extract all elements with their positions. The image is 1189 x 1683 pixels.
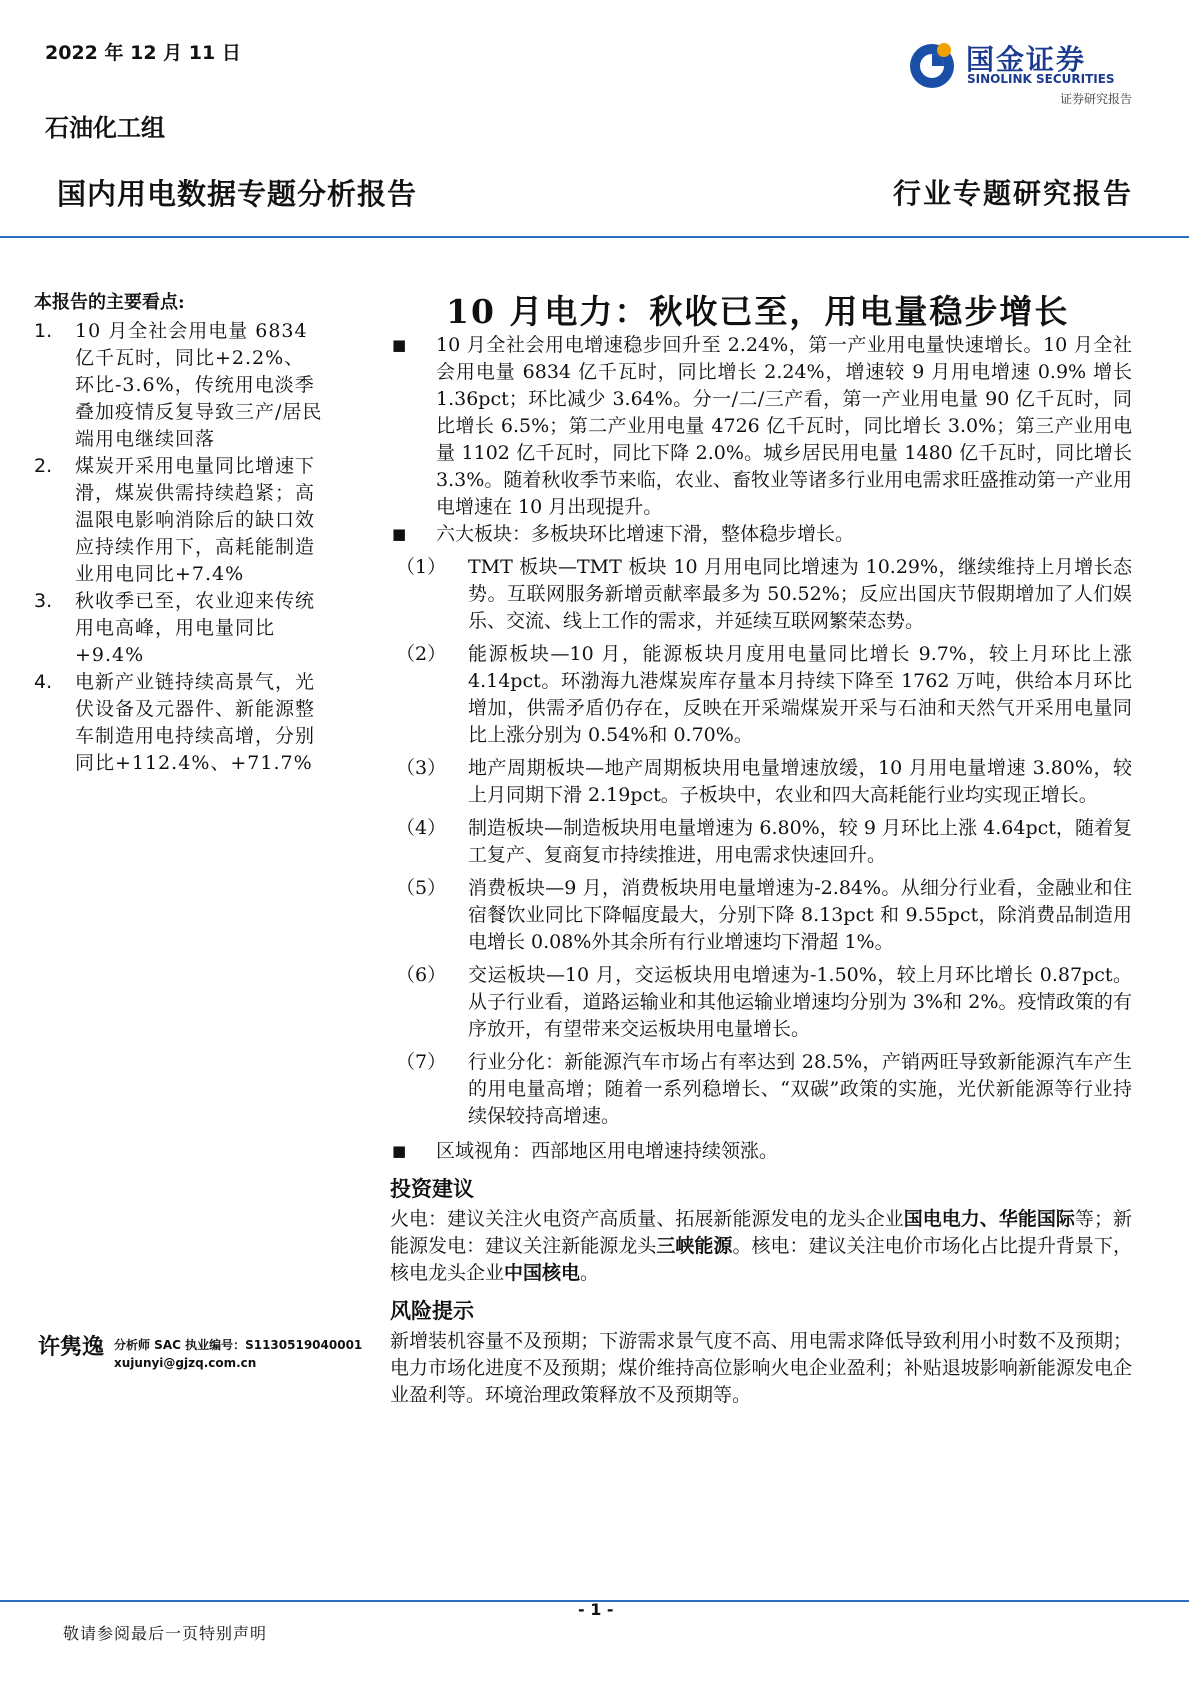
sector-number: （2） [396,643,447,665]
bullet-square-icon: ■ [392,1142,407,1160]
key-point-item [34,588,324,669]
author-name: 许隽逸 [38,1334,105,1360]
stock-name: 国电电力、华能国际 [903,1208,1075,1230]
stock-name: 中国核电 [504,1262,581,1284]
sector-text: 消费板块—9 月，消费板块用电量增速为-2.84%。从细分行业看，金融业和住宿餐饮业同比下降幅度最大，分别下降 8.13pct 和 9.55pct，除消费品制造用电增长 0.08%外其余所有行业增速均下滑超 1%。 [468,877,1132,953]
key-points-panel [34,288,324,777]
invest-text: 。 [580,1262,600,1284]
invest-text: 等；新能源发电：建议关注新能源龙头 [390,1208,1132,1257]
sector-item [390,962,1132,1043]
bullet-square-icon: ■ [392,336,407,354]
sector-number: （6） [396,964,447,986]
disclaimer-note: 敬请参阅最后一页特别声明 [63,1624,268,1643]
header-divider [0,236,1189,238]
sector-number: （5） [396,877,447,899]
sector-number: （1） [396,556,447,578]
bullet-text: 10 月全社会用电增速稳步回升至 2.24%，第一产业用电量快速增长。10 月全社会用电量 6834 亿千瓦时，同比增长 2.24%，增速较 9 月用电增速 0.9% 增长 1.36pct；环比减少 3.64%。分一/二/三产看，第一产业用电量 90 亿千瓦时，同比增长 6.5%；第二产业用电量 4726 亿千瓦时，同比增长 3.0%；第三产业用电量 1102 亿千瓦时，同比下降 2.0%。城乡居民用电量 1480 亿千瓦时，同比增长 3.3%。随着秋收季节来临，农业、畜牧业等诸多行业用电需求旺盛推动第一产业用电增速在 10 月出现提升。 [436,334,1132,518]
key-point-item [34,669,324,777]
report-topic: 国内用电数据专题分析报告 [57,177,418,211]
key-points-heading: 本报告的主要看点: [34,292,185,313]
key-point-number: 1. [34,320,53,342]
sector-item [390,554,1132,635]
sinolink-logo-icon [906,38,962,92]
sector-item [390,875,1132,956]
stock-name: 三峡能源 [656,1235,733,1257]
key-point-number: 2. [34,455,53,477]
sector-number: （3） [396,757,447,779]
key-point-text: 秋收季已至，农业迎来传统用电高峰，用电量同比+9.4% [75,590,316,666]
author-email[interactable]: xujunyi@gjzq.com.cn [114,1356,257,1370]
key-point-item [34,453,324,588]
bullet-text: 区域视角：西部地区用电增速持续领涨。 [436,1140,779,1162]
sector-text: TMT 板块—TMT 板块 10 月用电同比增速为 10.29%，继续维持上月增长态势。互联网服务新增贡献率最多为 50.52%；反应出国庆节假期增加了人们娱乐、交流、线上工作的需求，并延续互联网繁荣态势。 [468,556,1132,632]
page-number: - 1 - [578,1600,614,1619]
sector-item [390,641,1132,749]
invest-text: 火电：建议关注火电资产高质量、拓展新能源发电的龙头企业 [390,1208,904,1230]
key-point-text: 煤炭开采用电量同比增速下滑，煤炭供需持续趋紧；高温限电影响消除后的缺口效应持续作用下，高耗能制造业用电同比+7.4% [75,455,316,585]
invest-heading: 投资建议 [390,1176,474,1201]
bullet-text: 六大板块：多板块环比增速下滑，整体稳步增长。 [436,523,855,545]
risk-paragraph: 新增装机容量不及预期；下游需求景气度不高、用电需求降低导致利用小时数不及预期；电力市场化进度不及预期；煤价维持高位影响火电企业盈利；补贴退坡影响新能源发电企业盈利等。环境治理政策释放不及预期等。 [390,1330,1132,1406]
author-title: 分析师 SAC 执业编号：S1130519040001 [114,1338,363,1352]
bullet-item [390,332,1132,521]
research-group: 石油化工组 [45,113,165,142]
sector-text: 制造板块—制造板块用电量增速为 6.80%，较 9 月环比上涨 4.64pct，随着复工复产、复商复市持续推进，用电需求快速回升。 [468,817,1132,866]
key-point-text: 10 月全社会用电量 6834 亿千瓦时，同比+2.2%、环比-3.6%，传统用电淡季叠加疫情反复导致三产/居民端用电继续回落 [75,320,323,450]
bullet-item [390,1138,1132,1165]
key-point-number: 3. [34,590,53,612]
sector-number: （4） [396,817,447,839]
sector-text: 地产周期板块—地产周期板块用电量增速放缓，10 月用电量增速 3.80%，较上月同期下滑 2.19pct。子板块中，农业和四大高耗能行业均实现正增长。 [468,757,1132,806]
sector-number: （7） [396,1051,447,1073]
sector-item [390,815,1132,869]
main-title: 10 月电力：秋收已至，用电量稳步增长 [446,292,1070,331]
invest-text: 。核电：建议关注电价市场化占比提升背景下，核电龙头企业 [390,1235,1132,1284]
key-point-item [34,318,324,453]
sector-item [390,1049,1132,1130]
logo-name-en: SINOLINK SECURITIES [967,72,1115,86]
sector-text: 交运板块—10 月，交运板块用电增速为-1.50%，较上月环比增长 0.87pct。从子行业看，道路运输业和其他运输业增速均分别为 3%和 2%。疫情政策的有序放开，有望带来交运板块用电量增长。 [468,964,1132,1040]
bullet-item [390,521,1132,548]
key-point-number: 4. [34,671,53,693]
bullet-square-icon: ■ [392,525,407,543]
sector-item [390,755,1132,809]
sector-text: 行业分化：新能源汽车市场占有率达到 28.5%，产销两旺导致新能源汽车产生的用电量高增；随着一系列稳增长、“双碳”政策的实施，光伏新能源等行业持续保较持高增速。 [468,1051,1132,1127]
logo-name-cn: 国金证券 [966,43,1087,76]
report-type: 行业专题研究报告 [892,177,1133,210]
main-body [390,332,1132,1409]
invest-paragraph [390,1206,1132,1287]
logo-subtitle: 证券研究报告 [1059,92,1132,106]
risk-heading: 风险提示 [390,1298,474,1323]
key-point-text: 电新产业链持续高景气，光伏设备及元器件、新能源整车制造用电持续高增，分别同比+112.4%、+71.7% [75,671,316,774]
sector-text: 能源板块—10 月，能源板块月度用电量同比增长 9.7%，较上月环比上涨 4.14pct。环渤海九港煤炭库存量本月持续下降至 1762 万吨，供给本月环比增加，供需矛盾仍存在，反映在开采端煤炭开采与石油和天然气开采用电量同比上涨分别为 0.54%和 0.70%。 [468,643,1132,746]
report-date: 2022 年 12 月 11 日 [45,42,241,64]
